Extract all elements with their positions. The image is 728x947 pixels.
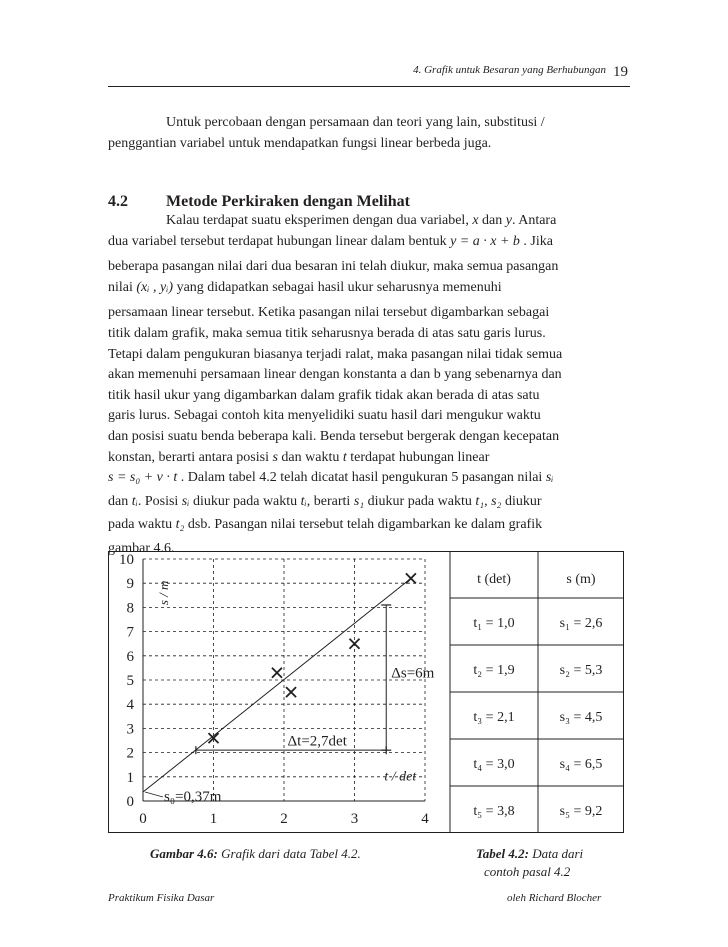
table-cell-t: t₃ = 2,1	[473, 710, 515, 725]
data-point	[350, 639, 360, 649]
figure-table-box	[108, 551, 624, 833]
x-tick-label: 4	[421, 811, 429, 827]
figure-svg	[108, 551, 624, 833]
fit-line	[143, 578, 411, 792]
x-axis-label: t / det	[384, 769, 417, 785]
x-tick-label: 2	[280, 811, 288, 827]
table-cell-t: t₂ = 1,9	[473, 663, 515, 678]
y-tick-label: 5	[126, 673, 134, 689]
data-point	[286, 687, 296, 697]
footer-right: oleh Richard Blocher	[507, 892, 602, 904]
body-line: dua variabel tersebut terdapat hubungan linear dalam bentuk y = a · x + b . Jika	[108, 233, 553, 249]
data-point	[406, 573, 416, 583]
body-line: titik dalam grafik, maka semua titik seharusnya berada di atas satu garis lurus.	[108, 325, 546, 341]
body-line: garis lurus. Sebagai contoh kita menyelidiki suatu hasil dari mengukur waktu	[108, 408, 541, 424]
body-line: dan posisi suatu benda beberapa kali. Benda tersebut bergerak dengan kecepatan	[108, 428, 560, 444]
scatter-chart	[119, 552, 435, 827]
y-tick-label: 2	[126, 745, 134, 762]
table-cell-s: s₄ = 6,5	[559, 757, 603, 772]
body-line: konstan, berarti antara posisi s dan waktu t terdapat hubungan linear	[108, 449, 490, 465]
intro-line: Untuk percobaan dengan persamaan dan teori yang lain, substitusi /	[166, 115, 545, 130]
x-tick-label: 1	[209, 811, 218, 827]
figure-caption: Gambar 4.6: Grafik dari data Tabel 4.2.	[150, 846, 361, 861]
body-line: persamaan linear tersebut. Ketika pasangan nilai tersebut digambarkan sebagai	[108, 305, 550, 321]
equation-motion: s = s₀ + v · t	[108, 470, 178, 486]
section-title: Metode Perkiraken dengan Melihat	[166, 193, 410, 210]
table-cell-t: t₁ = 1,0	[473, 616, 515, 631]
table-cell-s: s₅ = 9,2	[559, 804, 603, 819]
body-line: dan tᵢ. Posisi sᵢ diukur pada waktu tᵢ, berarti s₁ diukur pada waktu t₁, s₂ diukur	[108, 493, 542, 509]
intercept-label: s₀=0,37m	[164, 788, 222, 805]
x-tick-label: 0	[139, 811, 147, 827]
y-tick-label: 6	[126, 648, 134, 665]
y-tick-label: 7	[126, 624, 134, 641]
header-rule	[108, 86, 630, 87]
delta-t-label: Δt=2,7det	[287, 733, 347, 750]
pair-notation: (xᵢ , yᵢ)	[136, 279, 174, 295]
table-cell-s: s₃ = 4,5	[559, 710, 603, 725]
table-cell-s: s₂ = 5,3	[559, 663, 603, 678]
y-tick-label: 8	[126, 600, 134, 617]
body-line: akan memenuhi persamaan linear dengan konstanta a dan b yang sebenarnya dan	[108, 367, 562, 383]
running-header-title: 4. Grafik untuk Besaran yang Berhubungan	[413, 64, 606, 76]
table-header-t: t (det)	[477, 572, 511, 587]
body-line: gambar 4.6.	[108, 540, 175, 556]
body-paragraph	[108, 211, 628, 560]
table-cell-t: t₄ = 3,0	[473, 757, 515, 772]
y-axis-label: s / m	[156, 580, 171, 606]
body-line: Kalau terdapat suatu eksperimen dengan dua variabel, x dan y. Antara	[166, 213, 557, 228]
section-number: 4.2	[108, 193, 128, 210]
footer-left: Praktikum Fisika Dasar	[108, 892, 215, 904]
table-header-s: s (m)	[566, 572, 596, 587]
y-tick-label: 1	[126, 769, 134, 786]
y-tick-label: 0	[126, 794, 134, 810]
intro-paragraph	[108, 113, 628, 154]
body-line: nilai (xᵢ , yᵢ) yang didapatkan sebagai hasil ukur seharusnya memenuhi	[108, 279, 502, 295]
equation-linear: y = a · x + b	[450, 233, 520, 249]
x-tick-label: 3	[350, 811, 359, 827]
table-caption-line2: contoh pasal 4.2	[484, 864, 571, 879]
table-caption-line1: Tabel 4.2: Data dari	[476, 846, 584, 861]
data-table	[450, 551, 624, 833]
body-line: titik hasil ukur yang digambarkan dalam grafik tidak akan berada di atas satu	[108, 387, 540, 403]
intro-line: penggantian variabel untuk mendapatkan fungsi linear berbeda juga.	[108, 135, 492, 151]
table-cell-s: s₁ = 2,6	[559, 616, 603, 631]
table-cell-t: t₅ = 3,8	[473, 804, 515, 819]
y-tick-label: 4	[126, 697, 134, 714]
data-point	[272, 668, 282, 678]
body-line: pada waktu t₂ dsb. Pasangan nilai tersebut telah digambarkan ke dalam grafik	[108, 517, 543, 533]
y-tick-label: 9	[126, 576, 134, 593]
y-tick-label: 3	[126, 721, 134, 738]
body-line: beberapa pasangan nilai dari dua besaran ini telah diukur, maka semua pasangan	[108, 259, 559, 275]
delta-s-label: Δs=6m	[391, 665, 435, 682]
page-number: 19	[613, 64, 628, 80]
body-line: Tetapi dalam pengukuran biasanya terjadi ralat, maka pasangan nilai tidak semua	[108, 346, 563, 362]
intercept-leader	[145, 792, 163, 797]
y-tick-label: 10	[119, 552, 134, 568]
body-line: s = s₀ + v · t . Dalam tabel 4.2 telah dicatat hasil pengukuran 5 pasangan nilai sᵢ	[108, 470, 554, 486]
